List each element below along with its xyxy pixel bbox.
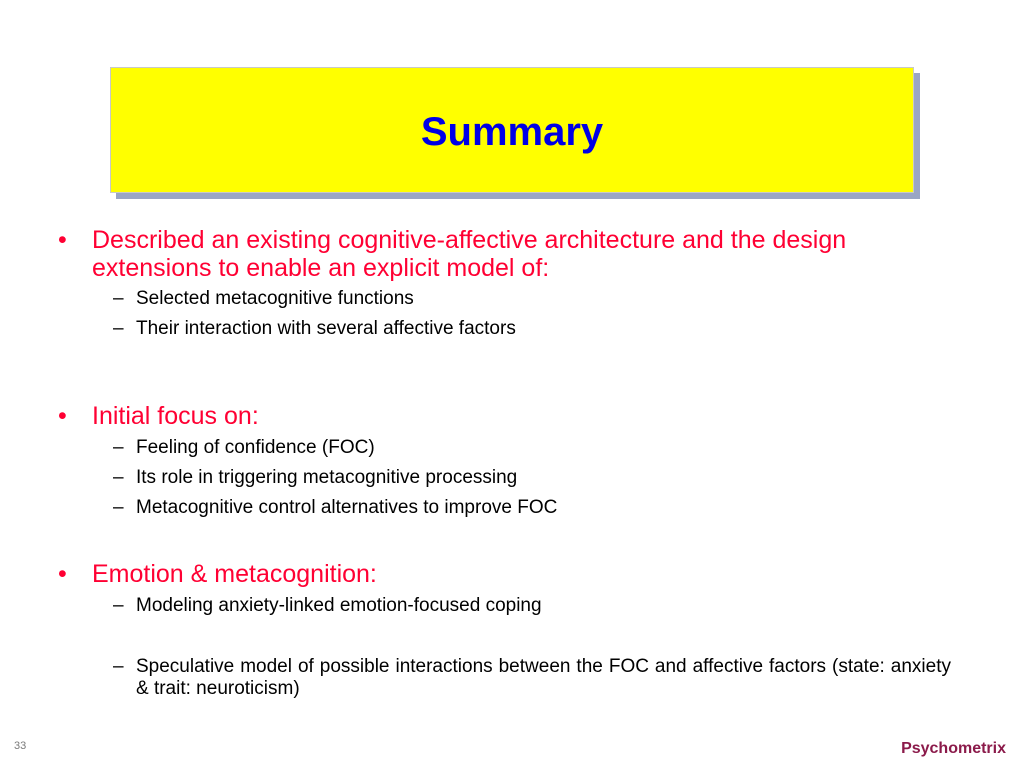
sub-bullet-text: Their interaction with several affective factors [136, 318, 516, 339]
dash-glyph: – [113, 595, 124, 616]
bullet-glyph: • [58, 402, 67, 430]
sub-bullet-text: Metacognitive control alternatives to improve FOC [136, 497, 558, 518]
bullet-text: Described an existing cognitive-affective architecture and the design extensions to enable an explicit model of: [92, 226, 847, 282]
dash-glyph: – [113, 437, 124, 458]
sub-bullet-text: Selected metacognitive functions [136, 288, 414, 309]
bullet-glyph: • [58, 560, 67, 588]
sub-bullet-text: Modeling anxiety-linked emotion-focused coping [136, 595, 542, 616]
sub-bullet-text: Feeling of confidence (FOC) [136, 437, 375, 458]
page-number: 33 [14, 740, 27, 752]
dash-glyph: – [113, 288, 124, 309]
dash-glyph: – [113, 467, 124, 488]
bullet-text: Emotion & metacognition: [92, 560, 377, 588]
slide-title: Summary [420, 109, 604, 154]
dash-glyph: – [113, 656, 124, 677]
bullet-text: Initial focus on: [92, 402, 259, 430]
dash-glyph: – [113, 497, 124, 518]
dash-glyph: – [113, 318, 124, 339]
title-box [110, 67, 914, 193]
brand-footer: Psychometrix [901, 740, 1006, 757]
bullet-glyph: • [58, 226, 67, 254]
sub-bullet-text: Its role in triggering metacognitive processing [136, 467, 518, 488]
sub-bullet-text: Speculative model of possible interactions between the FOC and affective factors (state: anxiety & trait: neuroticism) [136, 656, 951, 699]
